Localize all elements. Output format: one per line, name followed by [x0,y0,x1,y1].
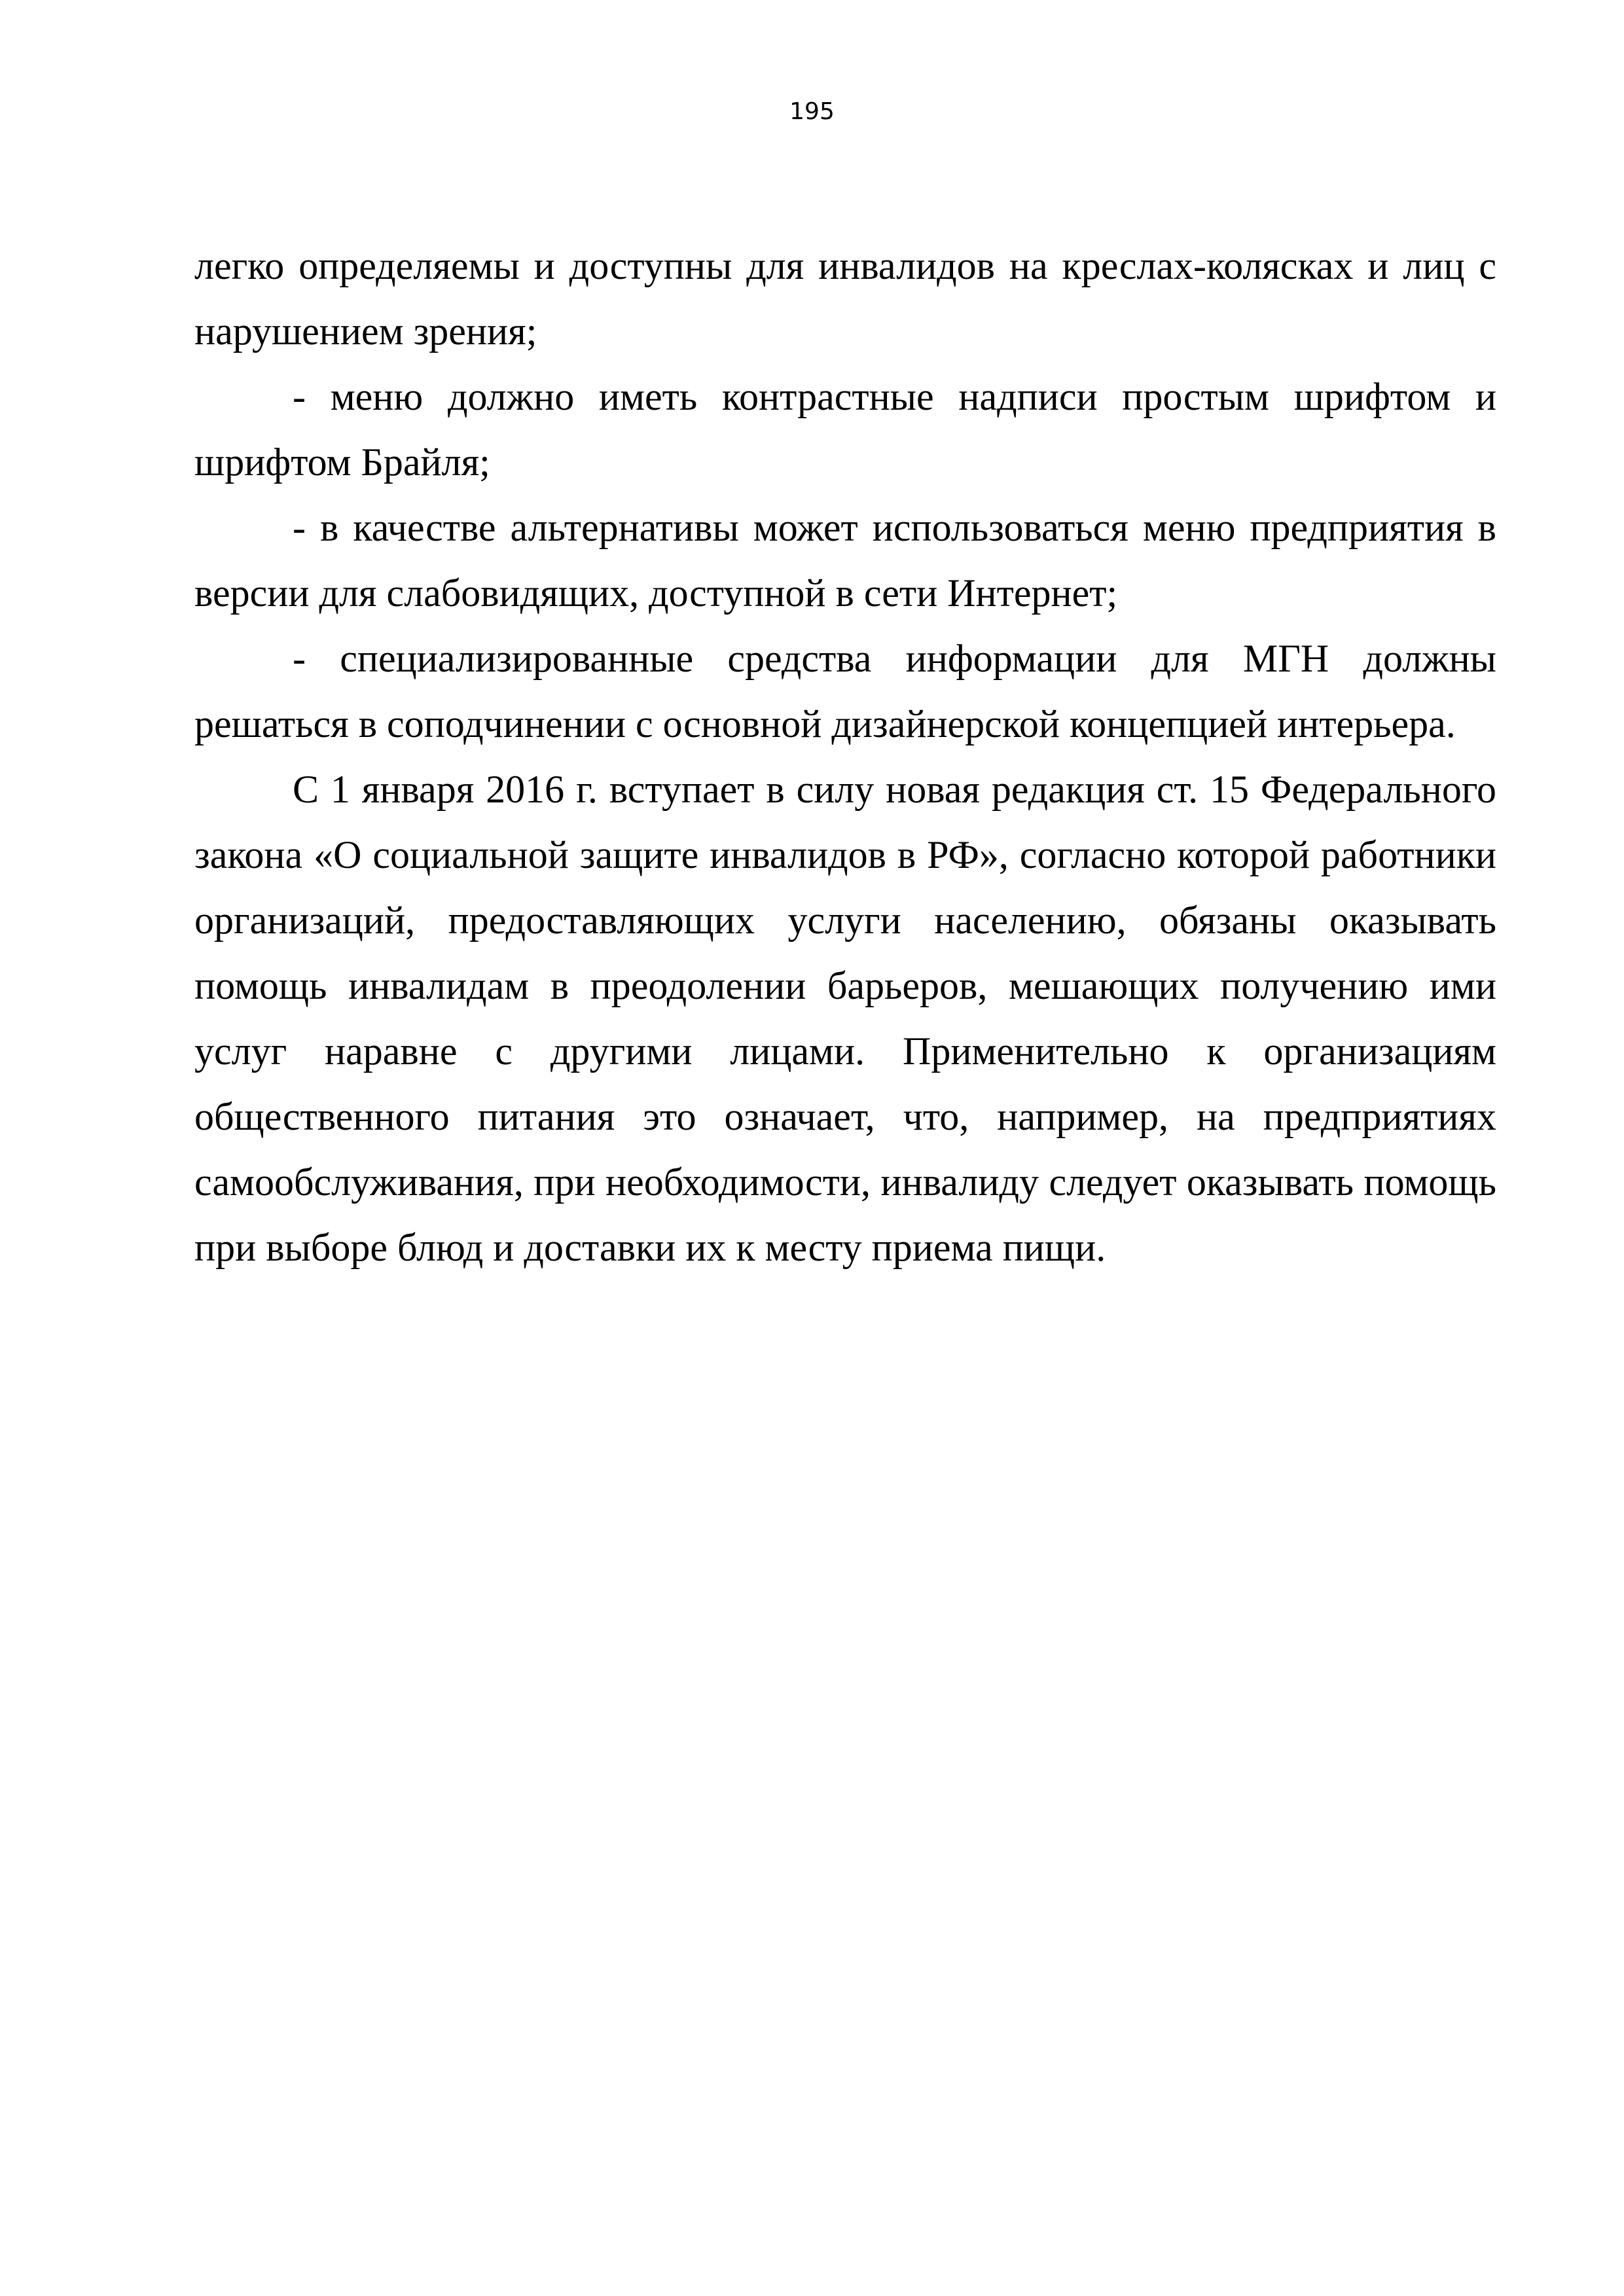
page-number: 195 [789,98,835,125]
list-item-menu-contrast: - меню должно иметь контрастные надписи простым шрифтом и шрифтом Брайля; [194,375,1496,484]
body-text [194,233,1496,1280]
list-item-specialized-info: - специализированные средства информации для МГН должны решаться в соподчинении с основной дизайнерской концепцией интерьера. [194,637,1496,745]
paragraph-federal-law: С 1 января 2016 г. вступает в силу новая редакция ст. 15 Федерального закона «О социальной защите инвалидов в РФ», согласно которой работники организаций, предоставляющих услуги населению, обязаны оказывать помощь инвалидам в преодолении барьеров, мешающих получению ими услуг наравне с другими лицами. Применительно к организациям общественного питания это означает, что, например, на предприятиях самообслуживания, при необходимости, инвалиду следует оказывать помощь при выборе блюд и доставки их к месту приема пищи. [194,768,1496,1269]
paragraph-continuation: легко определяемы и доступны для инвалидов на креслах-колясках и лиц с нарушением зрения; [194,244,1496,353]
list-item-menu-alternative: - в качестве альтернативы может использоваться меню предприятия в версии для слабовидящих, доступной в сети Интернет; [194,506,1496,615]
